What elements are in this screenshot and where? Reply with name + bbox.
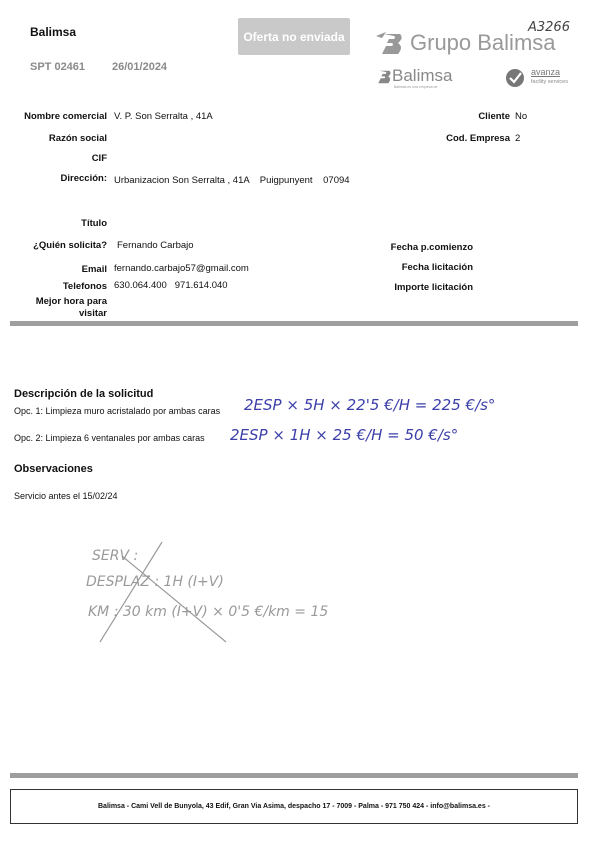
label-cliente: Cliente <box>478 111 510 122</box>
balimsa-sublogo <box>372 66 472 90</box>
balimsa-logo-icon <box>372 30 404 58</box>
label-cif: CIF <box>91 153 107 164</box>
label-quien-solicita: ¿Quién solicita? <box>33 240 107 251</box>
option-2: Opc. 2: Limpieza 6 ventanales por ambas caras <box>14 433 205 443</box>
label-razon-social: Razón social <box>48 133 107 144</box>
label-importe-licitacion: Importe licitación <box>394 282 473 293</box>
description-heading: Descripción de la solicitud <box>14 388 154 400</box>
group-logo-text: Grupo Balimsa <box>410 30 556 55</box>
balimsa-small-icon <box>372 68 392 86</box>
handwritten-code: A3266 <box>528 20 570 35</box>
value-email: fernando.carbajo57@gmail.com <box>114 263 249 274</box>
option-2-handwritten-note: 2ESP × 1H × 25 €/H = 50 €/s° <box>230 426 459 444</box>
handwritten-note-line-3: KM : 30 km (I+V) × 0'5 €/km = 15 <box>88 604 329 620</box>
option-1: Opc. 1: Limpieza muro acristalado por ambas caras <box>14 406 221 416</box>
label-cod-empresa: Cod. Empresa <box>446 133 510 144</box>
observations-text: Servicio antes el 15/02/24 <box>14 491 118 501</box>
avanza-tagline: facility services <box>531 79 568 85</box>
balimsa-sublogo-tagline: Balimsa es una empresa de <box>394 85 438 89</box>
label-fecha-licitacion: Fecha licitación <box>401 262 473 273</box>
label-telefonos: Telefonos <box>62 281 107 292</box>
value-direccion: Urbanizacion Son Serralta , 41A Puigpunyent 07094 <box>114 175 350 186</box>
label-nombre-comercial: Nombre comercial <box>24 111 107 122</box>
avanza-icon <box>505 68 525 88</box>
value-cliente: No <box>515 111 528 122</box>
balimsa-sublogo-text: Balimsa <box>392 66 453 85</box>
company-name: Balimsa <box>30 25 77 39</box>
footer-text: Balimsa - Cami Vell de Bunyola, 43 Edif, Gran Via Asima, despacho 17 - 7009 - Palma - 971 750 424 - info@balimsa.es - <box>98 803 490 810</box>
handwritten-cross-out <box>92 538 232 648</box>
label-fecha-comienzo: Fecha p.comienzo <box>390 242 473 253</box>
option-1-handwritten-note: 2ESP × 5H × 22'5 €/H = 225 €/s° <box>244 396 496 414</box>
document-ref: SPT 02461 <box>30 61 86 73</box>
value-nombre-comercial: V. P. Son Serralta , 41A <box>114 111 213 122</box>
label-titulo: Título <box>81 218 107 229</box>
section-divider-bottom <box>10 773 578 778</box>
value-quien-solicita: Fernando Carbajo <box>117 240 194 251</box>
observations-heading: Observaciones <box>14 463 93 475</box>
label-direccion: Dirección: <box>60 173 107 184</box>
avanza-logo <box>505 68 575 90</box>
avanza-text: avanza <box>531 67 561 77</box>
label-email: Email <box>81 264 107 275</box>
section-divider-top <box>10 321 578 326</box>
status-badge: Oferta no enviada <box>238 18 350 55</box>
document-date: 26/01/2024 <box>112 61 168 73</box>
value-cod-empresa: 2 <box>515 133 521 144</box>
label-mejor-hora: Mejor hora para visitar <box>35 296 107 319</box>
footer <box>10 789 578 824</box>
value-telefonos: 630.064.400 971.614.040 <box>114 280 228 291</box>
handwritten-note-line-1: SERV : <box>92 548 139 564</box>
handwritten-note-line-2: DESPLAZ : 1H (I+V) <box>86 574 224 590</box>
